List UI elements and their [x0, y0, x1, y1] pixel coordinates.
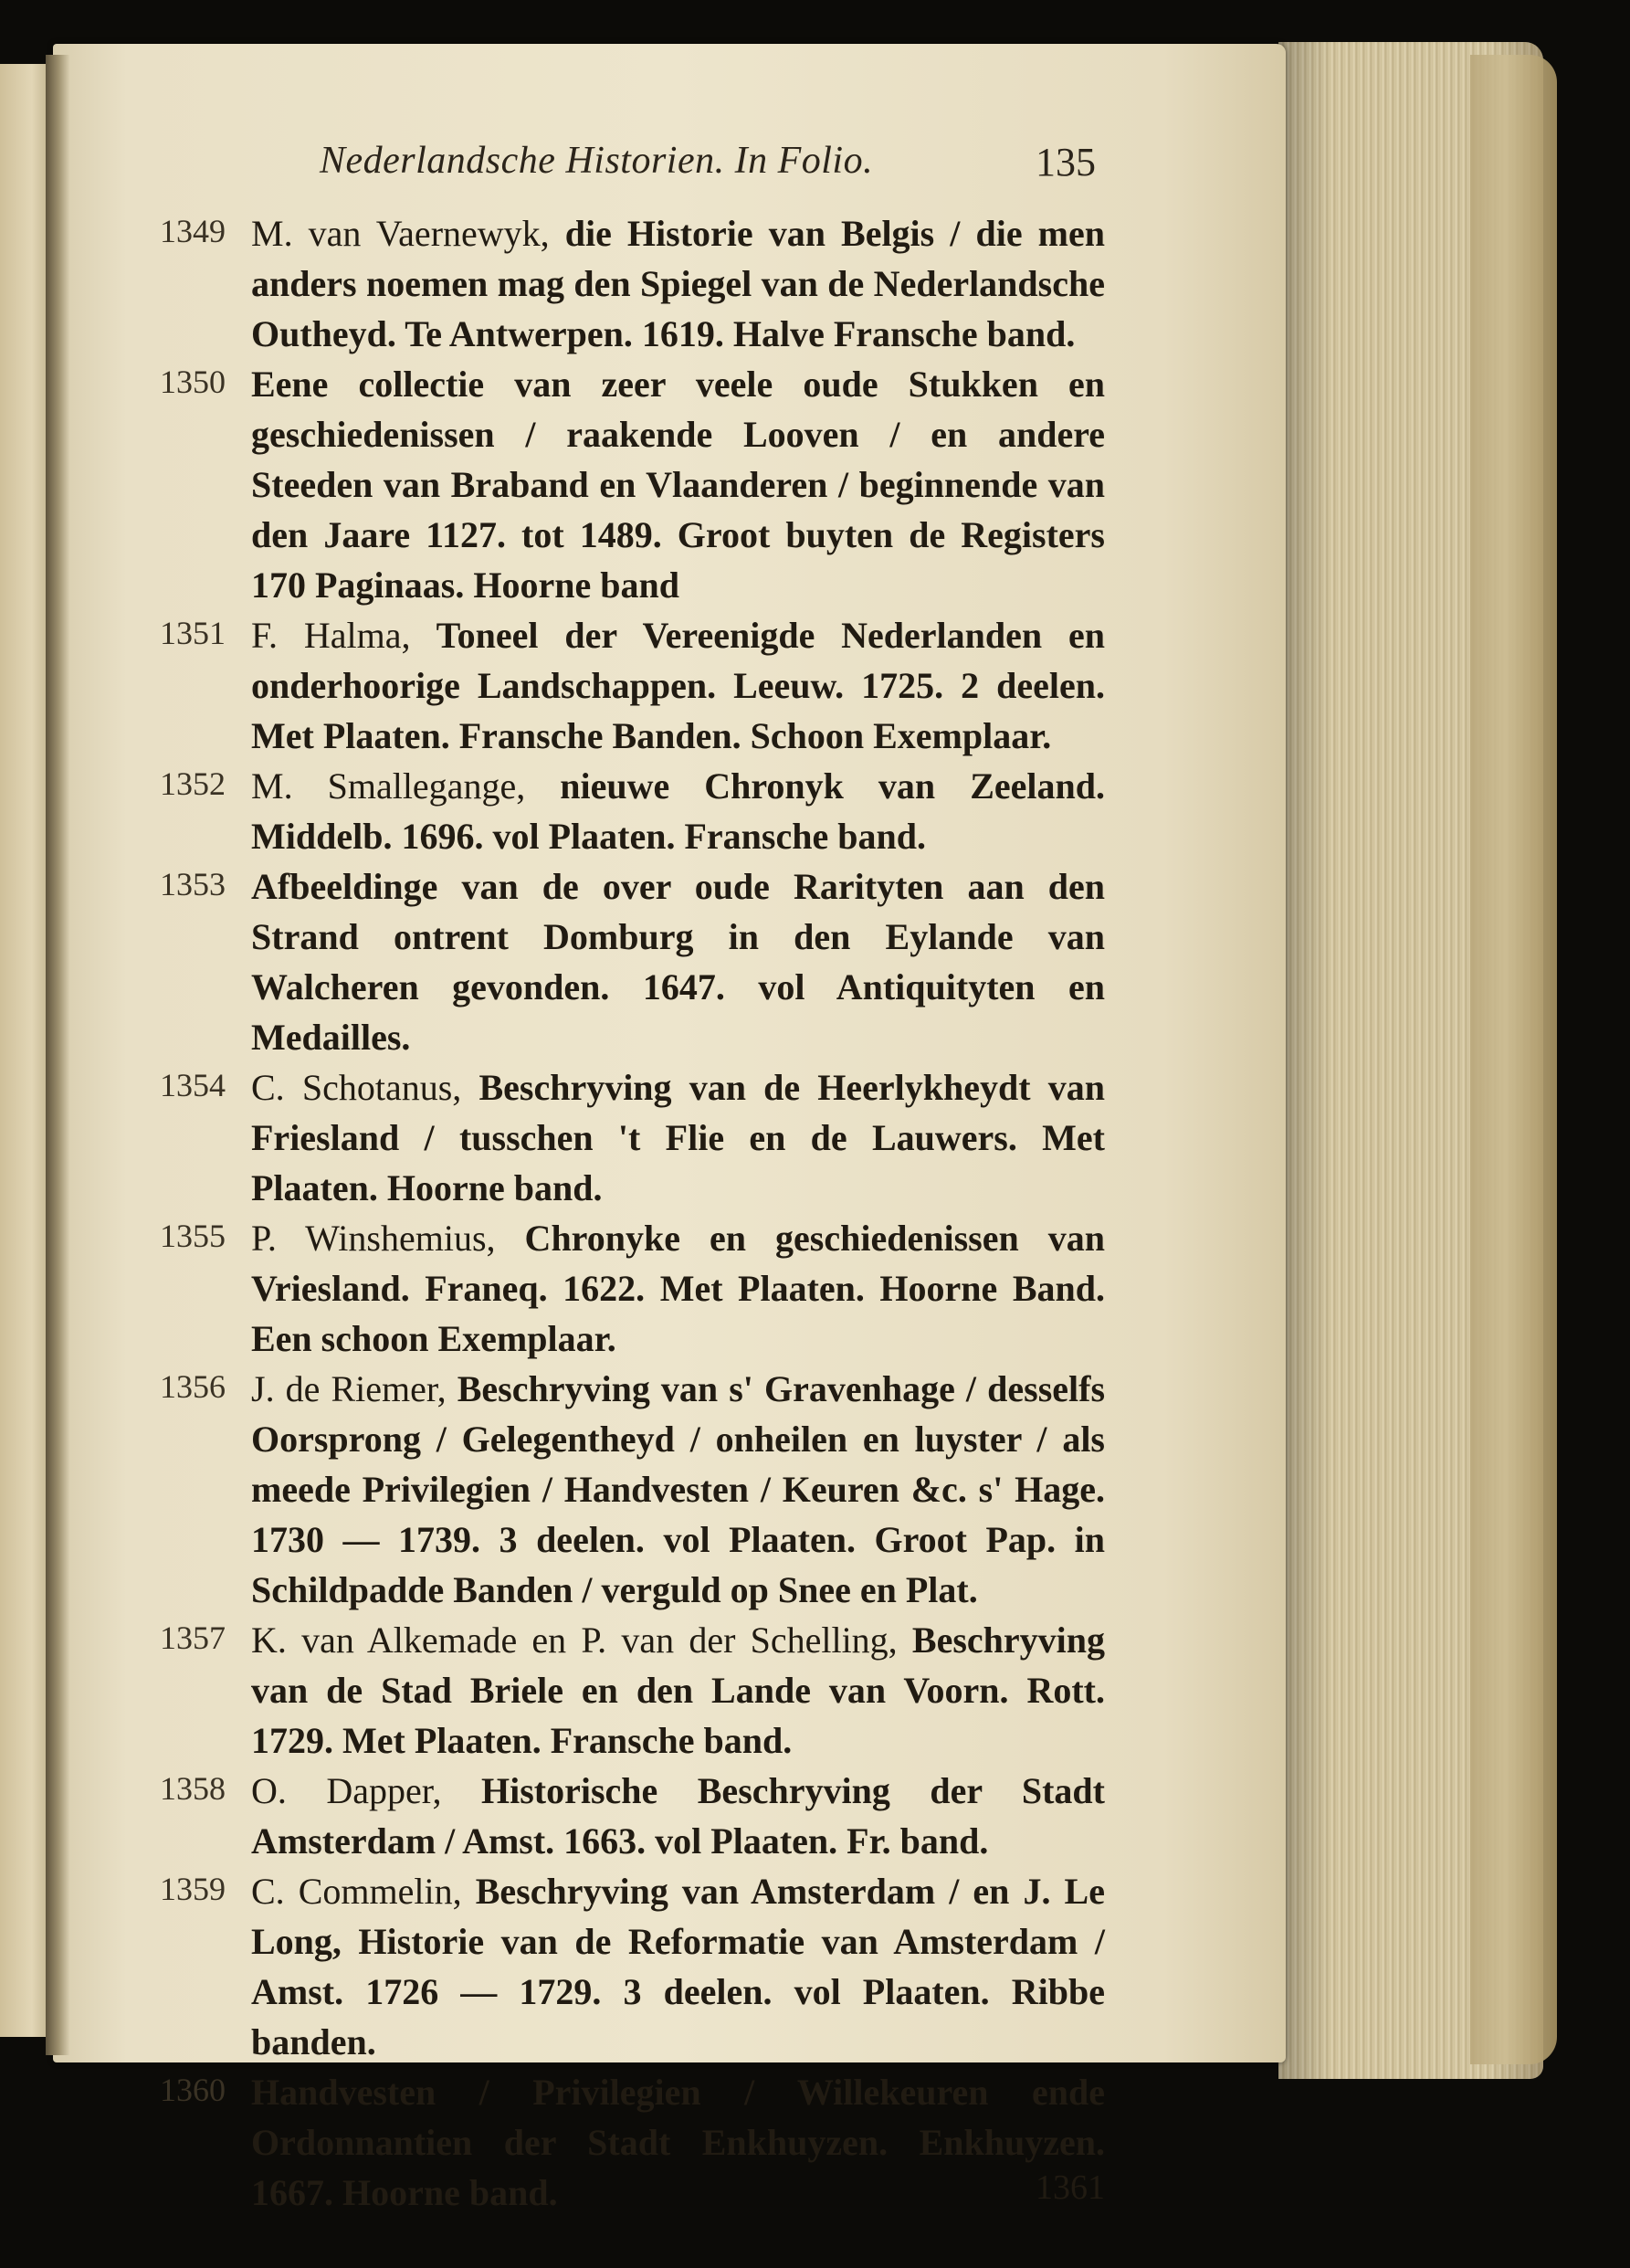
entry-text [251, 1213, 1105, 1364]
running-title: Nederlandsche Historien. In Folio. [320, 140, 874, 182]
entry-description: Eene collectie van zeer veele oude Stukken en geschiedenissen / raakende Looven / en andere Steeden van Braband en Vlaanderen / beginnende van den Jaare 1127. tot 1489. Groot buyten de Registers 170 Paginaas. Hoorne band [251, 364, 1105, 606]
entry-text [251, 1364, 1105, 1615]
page-number: 135 [1036, 140, 1096, 185]
entry-description: Toneel der Vereenigde Nederlanden en onderhoorige Landschappen. Leeuw. 1725. 2 deelen. Met Plaaten. Fransche Banden. Schoon Exemplaar. [251, 615, 1105, 756]
catalogue-entry [160, 1213, 1105, 1364]
entry-author: K. van Alkemade en P. van der Schelling, [251, 1619, 898, 1661]
catalogue-entry [160, 1062, 1105, 1213]
catalogue-entry [160, 1866, 1105, 2067]
entry-number: 1357 [160, 1619, 226, 1656]
catalogue-entry [160, 861, 1105, 1062]
catalogue-entry [160, 1766, 1105, 1866]
catalogue-entry [160, 1615, 1105, 1766]
catchword: 1361 [1036, 2168, 1105, 2207]
entry-author: C. Commelin, [251, 1871, 462, 1912]
entry-description: nieuwe Chronyk van Zeeland. Middelb. 1696. vol Plaaten. Fransche band. [251, 765, 1105, 857]
entry-author: M. van Vaernewyk, [251, 213, 550, 254]
entry-text [251, 359, 1105, 610]
entry-text [251, 1062, 1105, 1213]
book-cover-edge [1470, 55, 1557, 2064]
entry-number: 1351 [160, 615, 226, 651]
catalogue-entry [160, 610, 1105, 761]
entry-text [251, 2067, 1105, 2218]
entry-number: 1356 [160, 1368, 226, 1405]
entry-number: 1352 [160, 765, 226, 802]
entry-number: 1360 [160, 2072, 226, 2108]
entry-author: M. Smallegange, [251, 765, 526, 807]
entry-description: Beschryving van s' Gravenhage / desselfs Oorsprong / Gelegentheyd / onheilen en luyster / als meede Privilegien / Handvesten / Keuren &c. s' Hage. 1730 — 1739. 3 deelen. vol Plaaten. Groot Pap. in Schildpadde Banden / verguld op Snee en Plat. [251, 1368, 1106, 1610]
entry-description: Afbeeldinge van de over oude Rarityten aan den Strand ontrent Domburg in den Eylande van Walcheren gevonden. 1647. vol Antiquityten en Medailles. [251, 866, 1105, 1058]
catalogue-entry [160, 2067, 1105, 2218]
entry-description: Chronyke en geschiedenissen van Vriesland. Franeq. 1622. Met Plaaten. Hoorne Band. Een schoon Exemplaar. [251, 1218, 1106, 1359]
catalogue-entry [160, 1364, 1105, 1615]
entry-number: 1355 [160, 1218, 226, 1254]
entry-description: Beschryving van de Heerlykheydt van Friesland / tusschen 't Flie en de Lauwers. Met Plaaten. Hoorne band. [251, 1067, 1105, 1208]
entry-description: Handvesten / Privilegien / Willekeuren ende Ordonnantien der Stadt Enkhuyzen. Enkhuyzen. 1667. Hoorne band. [251, 2072, 1105, 2213]
catchword-line [160, 2168, 1105, 2268]
catalogue-entry [160, 359, 1105, 610]
entry-description: die Historie van Belgis / die men anders noemen mag den Spiegel van de Nederlandsche Outheyd. Te Antwerpen. 1619. Halve Fransche band. [251, 213, 1105, 354]
entry-text [251, 1766, 1105, 1866]
catalogue-entry [160, 208, 1105, 359]
entry-number: 1353 [160, 866, 226, 902]
running-header [320, 139, 1096, 194]
entry-author: P. Winshemius, [251, 1218, 496, 1259]
entry-author: C. Schotanus, [251, 1067, 462, 1108]
entry-number: 1359 [160, 1871, 226, 1907]
entry-number: 1350 [160, 364, 226, 400]
entry-text [251, 1615, 1105, 1766]
entry-text [251, 1866, 1105, 2067]
entry-description: Beschryving van de Stad Briele en den Lande van Voorn. Rott. 1729. Met Plaaten. Fransche band. [251, 1619, 1105, 1761]
entry-text [251, 610, 1105, 761]
entry-author: F. Halma, [251, 615, 411, 656]
entry-author: J. de Riemer, [251, 1368, 447, 1409]
entry-text [251, 761, 1105, 861]
entry-author: O. Dapper, [251, 1770, 442, 1811]
entry-description: Historische Beschryving der Stadt Amsterdam / Amst. 1663. vol Plaaten. Fr. band. [251, 1770, 1105, 1862]
entry-number: 1349 [160, 213, 226, 249]
catalogue-entries [160, 208, 1105, 2268]
entry-text [251, 208, 1105, 359]
gutter [46, 55, 69, 2055]
entry-number: 1354 [160, 1067, 226, 1103]
entry-text [251, 861, 1105, 1062]
entry-description: Beschryving van Amsterdam / en J. Le Long, Historie van de Reformatie van Amsterdam / Amst. 1726 — 1729. 3 deelen. vol Plaaten. Ribbe banden. [251, 1871, 1105, 2062]
catalogue-entry [160, 761, 1105, 861]
entry-number: 1358 [160, 1770, 226, 1807]
